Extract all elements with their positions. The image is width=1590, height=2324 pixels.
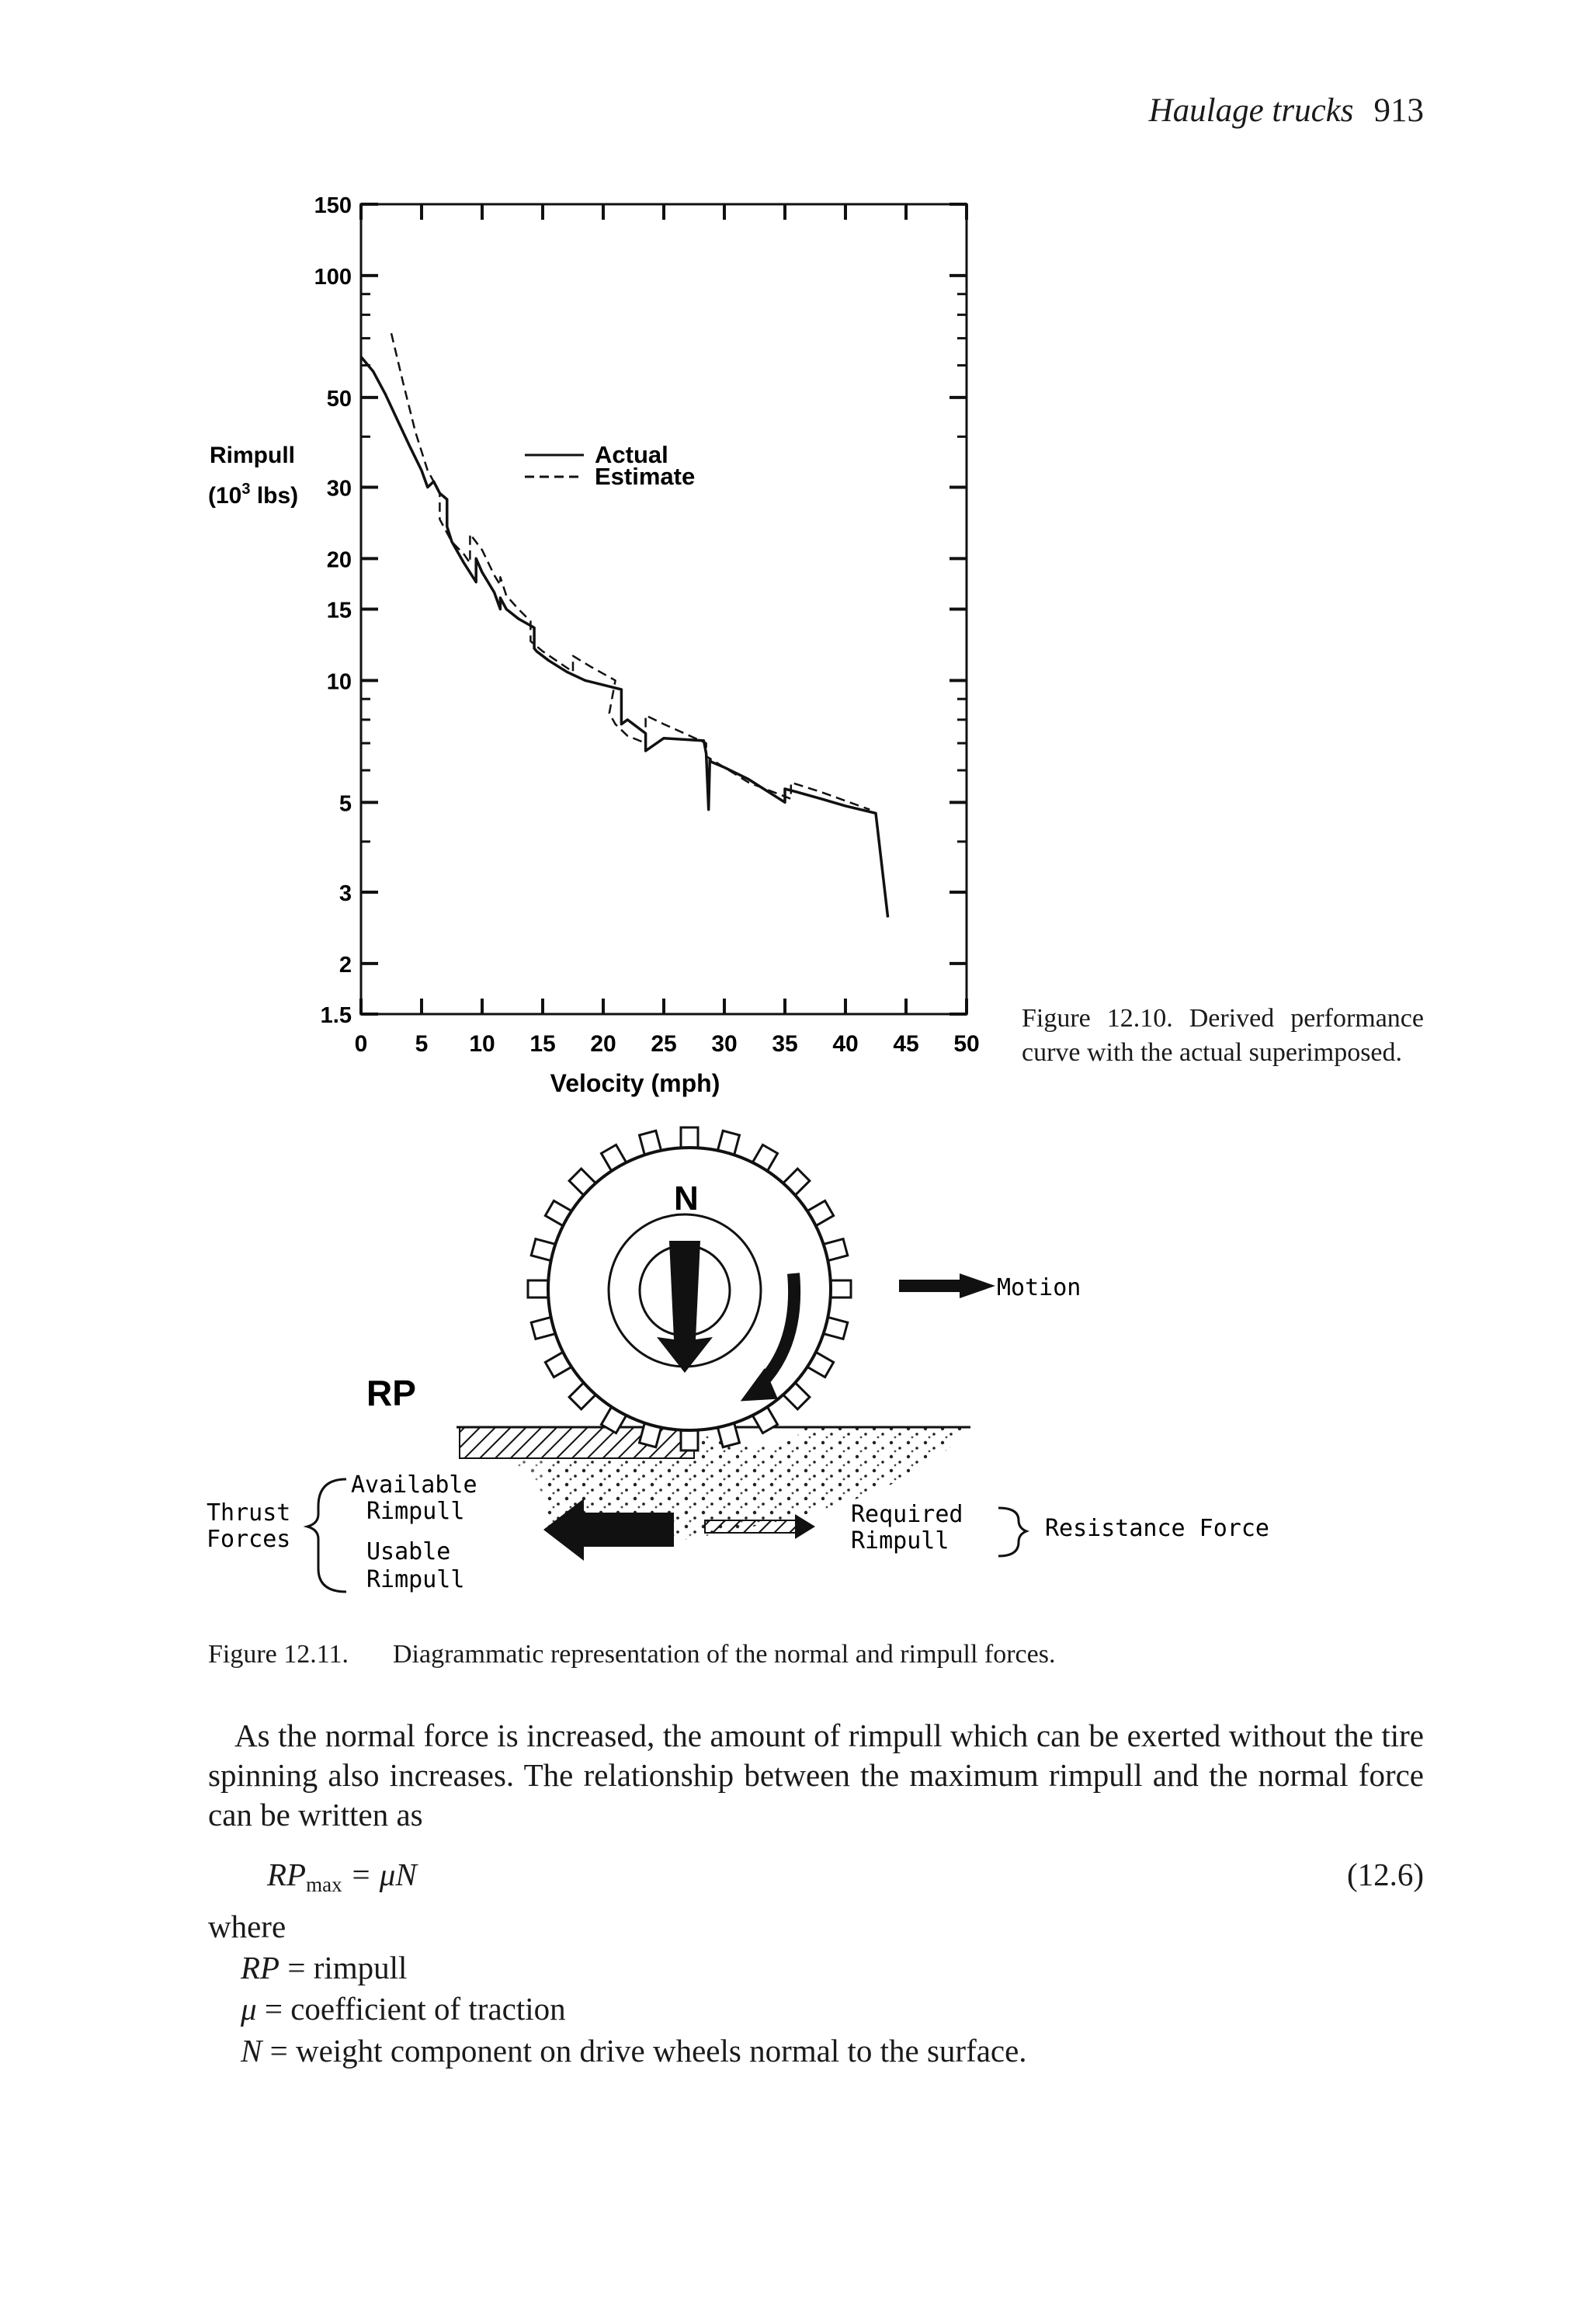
x-tick-label: 50: [953, 1031, 980, 1057]
page-number: 913: [1373, 92, 1424, 129]
motion-label: Motion: [997, 1274, 1081, 1301]
x-tick-label: 15: [529, 1031, 556, 1057]
thrust-brace: [307, 1479, 346, 1592]
y-tick-label: 2: [338, 952, 352, 978]
thrust-forces-group: [207, 1471, 477, 1593]
required-rimpull-line1: Required: [851, 1501, 963, 1528]
y-tick-label: 3: [338, 881, 352, 907]
figure-12-10-caption: Figure 12.10. Derived performance curve with the actual superimposed.: [1022, 1004, 1424, 1067]
motion-arrow-shaft: [899, 1280, 961, 1292]
y-tick-label: 15: [326, 598, 352, 624]
definition-rp: [241, 1949, 407, 1986]
y-axis-title: Rimpull: [210, 443, 295, 468]
available-rimpull-line1: Available: [351, 1471, 477, 1499]
y-axis-unit: ($10^3$ lbs): [208, 481, 299, 509]
equation-number: (12.6): [1346, 1857, 1424, 1892]
definition-text: = rimpull: [279, 1950, 408, 1985]
y-tick-label: 100: [314, 264, 352, 290]
definition-text: = weight component on drive wheels normal to the surface.: [262, 2033, 1027, 2069]
available-rimpull-line2: Rimpull: [366, 1498, 465, 1525]
equation-rhs: = μN: [342, 1857, 417, 1892]
y-tick-label: 20: [326, 547, 352, 573]
x-axis-title: Velocity (mph): [550, 1069, 720, 1097]
figure-12-11-caption-text: Diagrammatic representation of the normal and rimpull forces.: [393, 1640, 1056, 1669]
usable-rimpull-line1: Usable: [366, 1538, 451, 1565]
running-head-title: Haulage trucks: [1148, 92, 1354, 129]
x-tick-label: 0: [354, 1031, 368, 1057]
normal-force-label: N: [674, 1179, 699, 1218]
legend-label-actual: Actual: [595, 441, 668, 468]
resistance-brace: [998, 1508, 1026, 1556]
y-tick-label: 1.5: [320, 1003, 352, 1028]
thrust-label-line2: Forces: [207, 1526, 291, 1553]
resistance-arrow-head: [795, 1514, 815, 1539]
x-tick-label: 45: [893, 1031, 919, 1057]
definition-symbol: μ: [241, 1991, 257, 2027]
definition-symbol: RP: [241, 1950, 280, 1985]
motion-arrow: [899, 1273, 1081, 1301]
equation-lhs: RP: [267, 1857, 307, 1892]
definition-n: [241, 2032, 1027, 2069]
usable-rimpull-line2: Rimpull: [366, 1566, 465, 1593]
required-rimpull-line2: Rimpull: [851, 1527, 949, 1555]
resistance-group: [851, 1501, 1269, 1556]
motion-arrow-head: [960, 1273, 995, 1298]
definition-text: = coefficient of traction: [256, 1991, 566, 2027]
equation-subscript: max: [306, 1873, 342, 1896]
y-tick-label: 10: [326, 669, 352, 695]
figure-12-11-caption: [208, 1640, 1055, 1669]
x-tick-label: 5: [415, 1031, 429, 1057]
tire: [528, 1127, 851, 1450]
definition-mu: [241, 1990, 566, 2027]
y-tick-label: 150: [314, 193, 352, 218]
y-tick-label: 5: [338, 791, 352, 817]
x-tick-label: 20: [590, 1031, 616, 1057]
x-tick-label: 35: [772, 1031, 798, 1057]
body-paragraph: As the normal force is increased, the amount of rimpull which can be exerted without the tire spinning also increases. The relationship between the maximum rimpull and the normal force can be written as: [208, 1718, 1424, 1832]
resistance-force-label: Resistance Force: [1045, 1515, 1269, 1542]
equation-12-6: [267, 1856, 417, 1897]
x-tick-label: 30: [711, 1031, 738, 1057]
x-tick-label: 40: [832, 1031, 859, 1057]
rimpull-label: RP: [366, 1373, 416, 1413]
x-tick-label: 25: [651, 1031, 677, 1057]
x-tick-label: 10: [469, 1031, 495, 1057]
figure-12-11-caption-label: Figure 12.11.: [208, 1640, 349, 1669]
y-tick-label: 30: [326, 476, 352, 502]
resistance-arrow-shaft: [705, 1520, 797, 1533]
definition-symbol: N: [241, 2033, 262, 2069]
where-label: where: [208, 1909, 286, 1944]
y-tick-label: 50: [326, 386, 352, 412]
legend-label-estimate: Estimate: [595, 463, 696, 490]
thrust-label-line1: Thrust: [207, 1499, 291, 1527]
